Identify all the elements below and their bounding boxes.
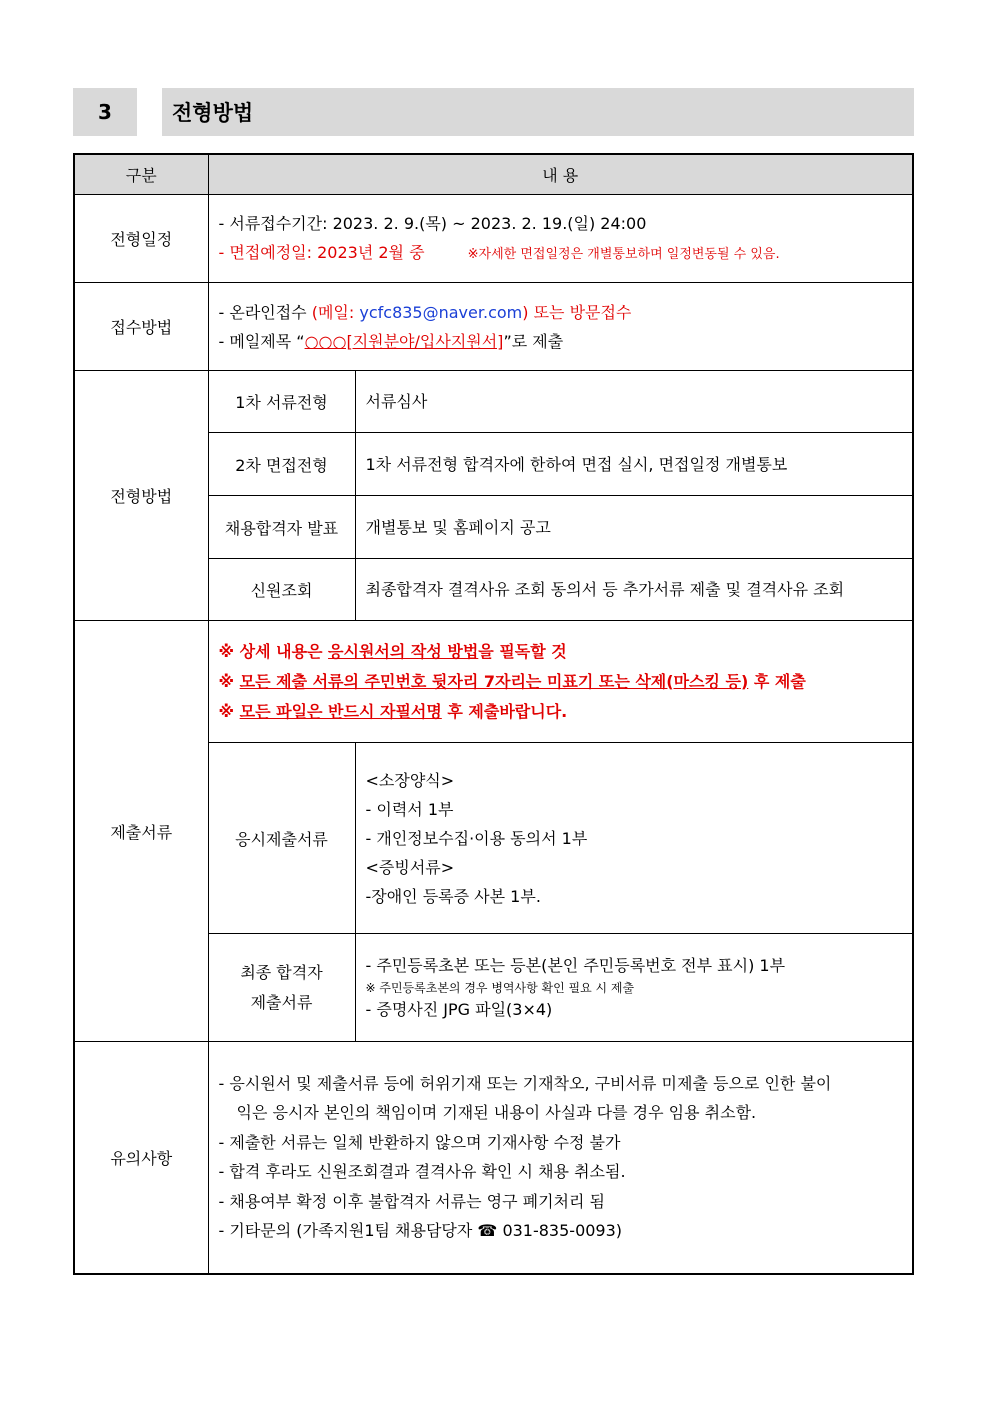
section-number: 3	[73, 88, 137, 136]
final-doc-line-1: - 주민등록초본 또는 등본(본인 주민등록번호 전부 표시) 1부	[365, 955, 786, 975]
method-stage-4: 신원조회	[208, 559, 355, 621]
apply-doc-line: <증빙서류>	[365, 857, 455, 877]
email-link[interactable]: ycfc835@naver.com	[359, 302, 523, 322]
method-stage-3: 채용합격자 발표	[208, 496, 355, 559]
method-desc-1: 서류심사	[355, 371, 913, 433]
notes-line-1b: 익은 응시자 본인의 책임이며 기재된 내용이 사실과 다를 경우 임용 취소함.	[236, 1103, 757, 1123]
schedule-content	[208, 195, 913, 283]
apply-doc-line: <소장양식>	[365, 770, 455, 790]
interview-date: - 면접예정일: 2023년 2월 중	[218, 242, 425, 262]
section-title: 전형방법	[162, 88, 914, 136]
notes-line-2: - 제출한 서류는 일체 반환하지 않으며 기재사항 수정 불가	[218, 1132, 621, 1152]
notes-line-1: - 응시원서 및 제출서류 등에 허위기재 또는 기재착오, 구비서류 미제출 등으로 인한 불이	[218, 1073, 832, 1093]
method-stage-2: 2차 면접전형	[208, 433, 355, 496]
notice-1: ※ 상세 내용은 응시원서의 작성 방법을 필독할 것	[218, 641, 567, 661]
documents-label: 제출서류	[74, 621, 208, 1042]
header-content: 내 용	[208, 154, 913, 195]
application-label: 접수방법	[74, 283, 208, 371]
notes-line-3: - 합격 후라도 신원조회결과 결격사유 확인 시 채용 취소됨.	[218, 1162, 626, 1182]
notes-line-5: - 기타문의 (가족지원1팀 채용담당자 ☎ 031-835-0093)	[218, 1221, 623, 1241]
apply-documents-list	[355, 743, 913, 934]
method-desc-3: 개별통보 및 홈페이지 공고	[355, 496, 913, 559]
final-documents-list	[355, 934, 913, 1042]
method-desc-4: 최종합격자 결격사유 조회 동의서 등 추가서류 제출 및 결격사유 조회	[355, 559, 913, 621]
notes-label: 유의사항	[74, 1042, 208, 1274]
application-line-1: - 온라인접수 (메일: ycfc835@naver.com) 또는 방문접수	[218, 302, 632, 322]
notes-line-4: - 채용여부 확정 이후 불합격자 서류는 영구 폐기처리 됨	[218, 1191, 605, 1211]
documents-notices	[208, 621, 913, 743]
schedule-label: 전형일정	[74, 195, 208, 283]
notice-2: ※ 모든 제출 서류의 주민번호 뒷자리 7자리는 미표기 또는 삭제(마스킹 등) 후 제출	[218, 671, 806, 691]
method-stage-1: 1차 서류전형	[208, 371, 355, 433]
apply-doc-line: - 개인정보수집·이용 동의서 1부	[365, 828, 588, 848]
mail-subject: ○○○[지원분야/입사지원서]	[304, 331, 504, 351]
schedule-line-1: - 서류접수기간: 2023. 2. 9.(목) ~ 2023. 2. 19.(일) 24:00	[218, 213, 647, 233]
final-documents-label: 최종 합격자 제출서류	[208, 934, 355, 1042]
apply-documents-label: 응시제출서류	[208, 743, 355, 934]
method-desc-2: 1차 서류전형 합격자에 한하여 면접 실시, 면접일정 개별통보	[355, 433, 913, 496]
header-category: 구분	[74, 154, 208, 195]
notes-content	[208, 1042, 913, 1274]
notice-3: ※ 모든 파일은 반드시 자필서명 후 제출바랍니다.	[218, 701, 568, 721]
method-label: 전형방법	[74, 371, 208, 621]
application-content	[208, 283, 913, 371]
apply-doc-line: - 이력서 1부	[365, 799, 454, 819]
apply-doc-line: -장애인 등록증 사본 1부.	[365, 886, 541, 906]
selection-method-table	[73, 153, 914, 1275]
final-doc-note: ※ 주민등록초본의 경우 병역사항 확인 필요 시 제출	[365, 980, 635, 995]
schedule-line-2	[219, 238, 903, 269]
interview-note: ※자세한 면접일정은 개별통보하며 일정변동될 수 있음.	[467, 246, 780, 262]
final-doc-line-2: - 증명사진 JPG 파일(3×4)	[365, 999, 553, 1019]
application-line-2: - 메일제목 “○○○[지원분야/입사지원서]”로 제출	[218, 331, 564, 351]
